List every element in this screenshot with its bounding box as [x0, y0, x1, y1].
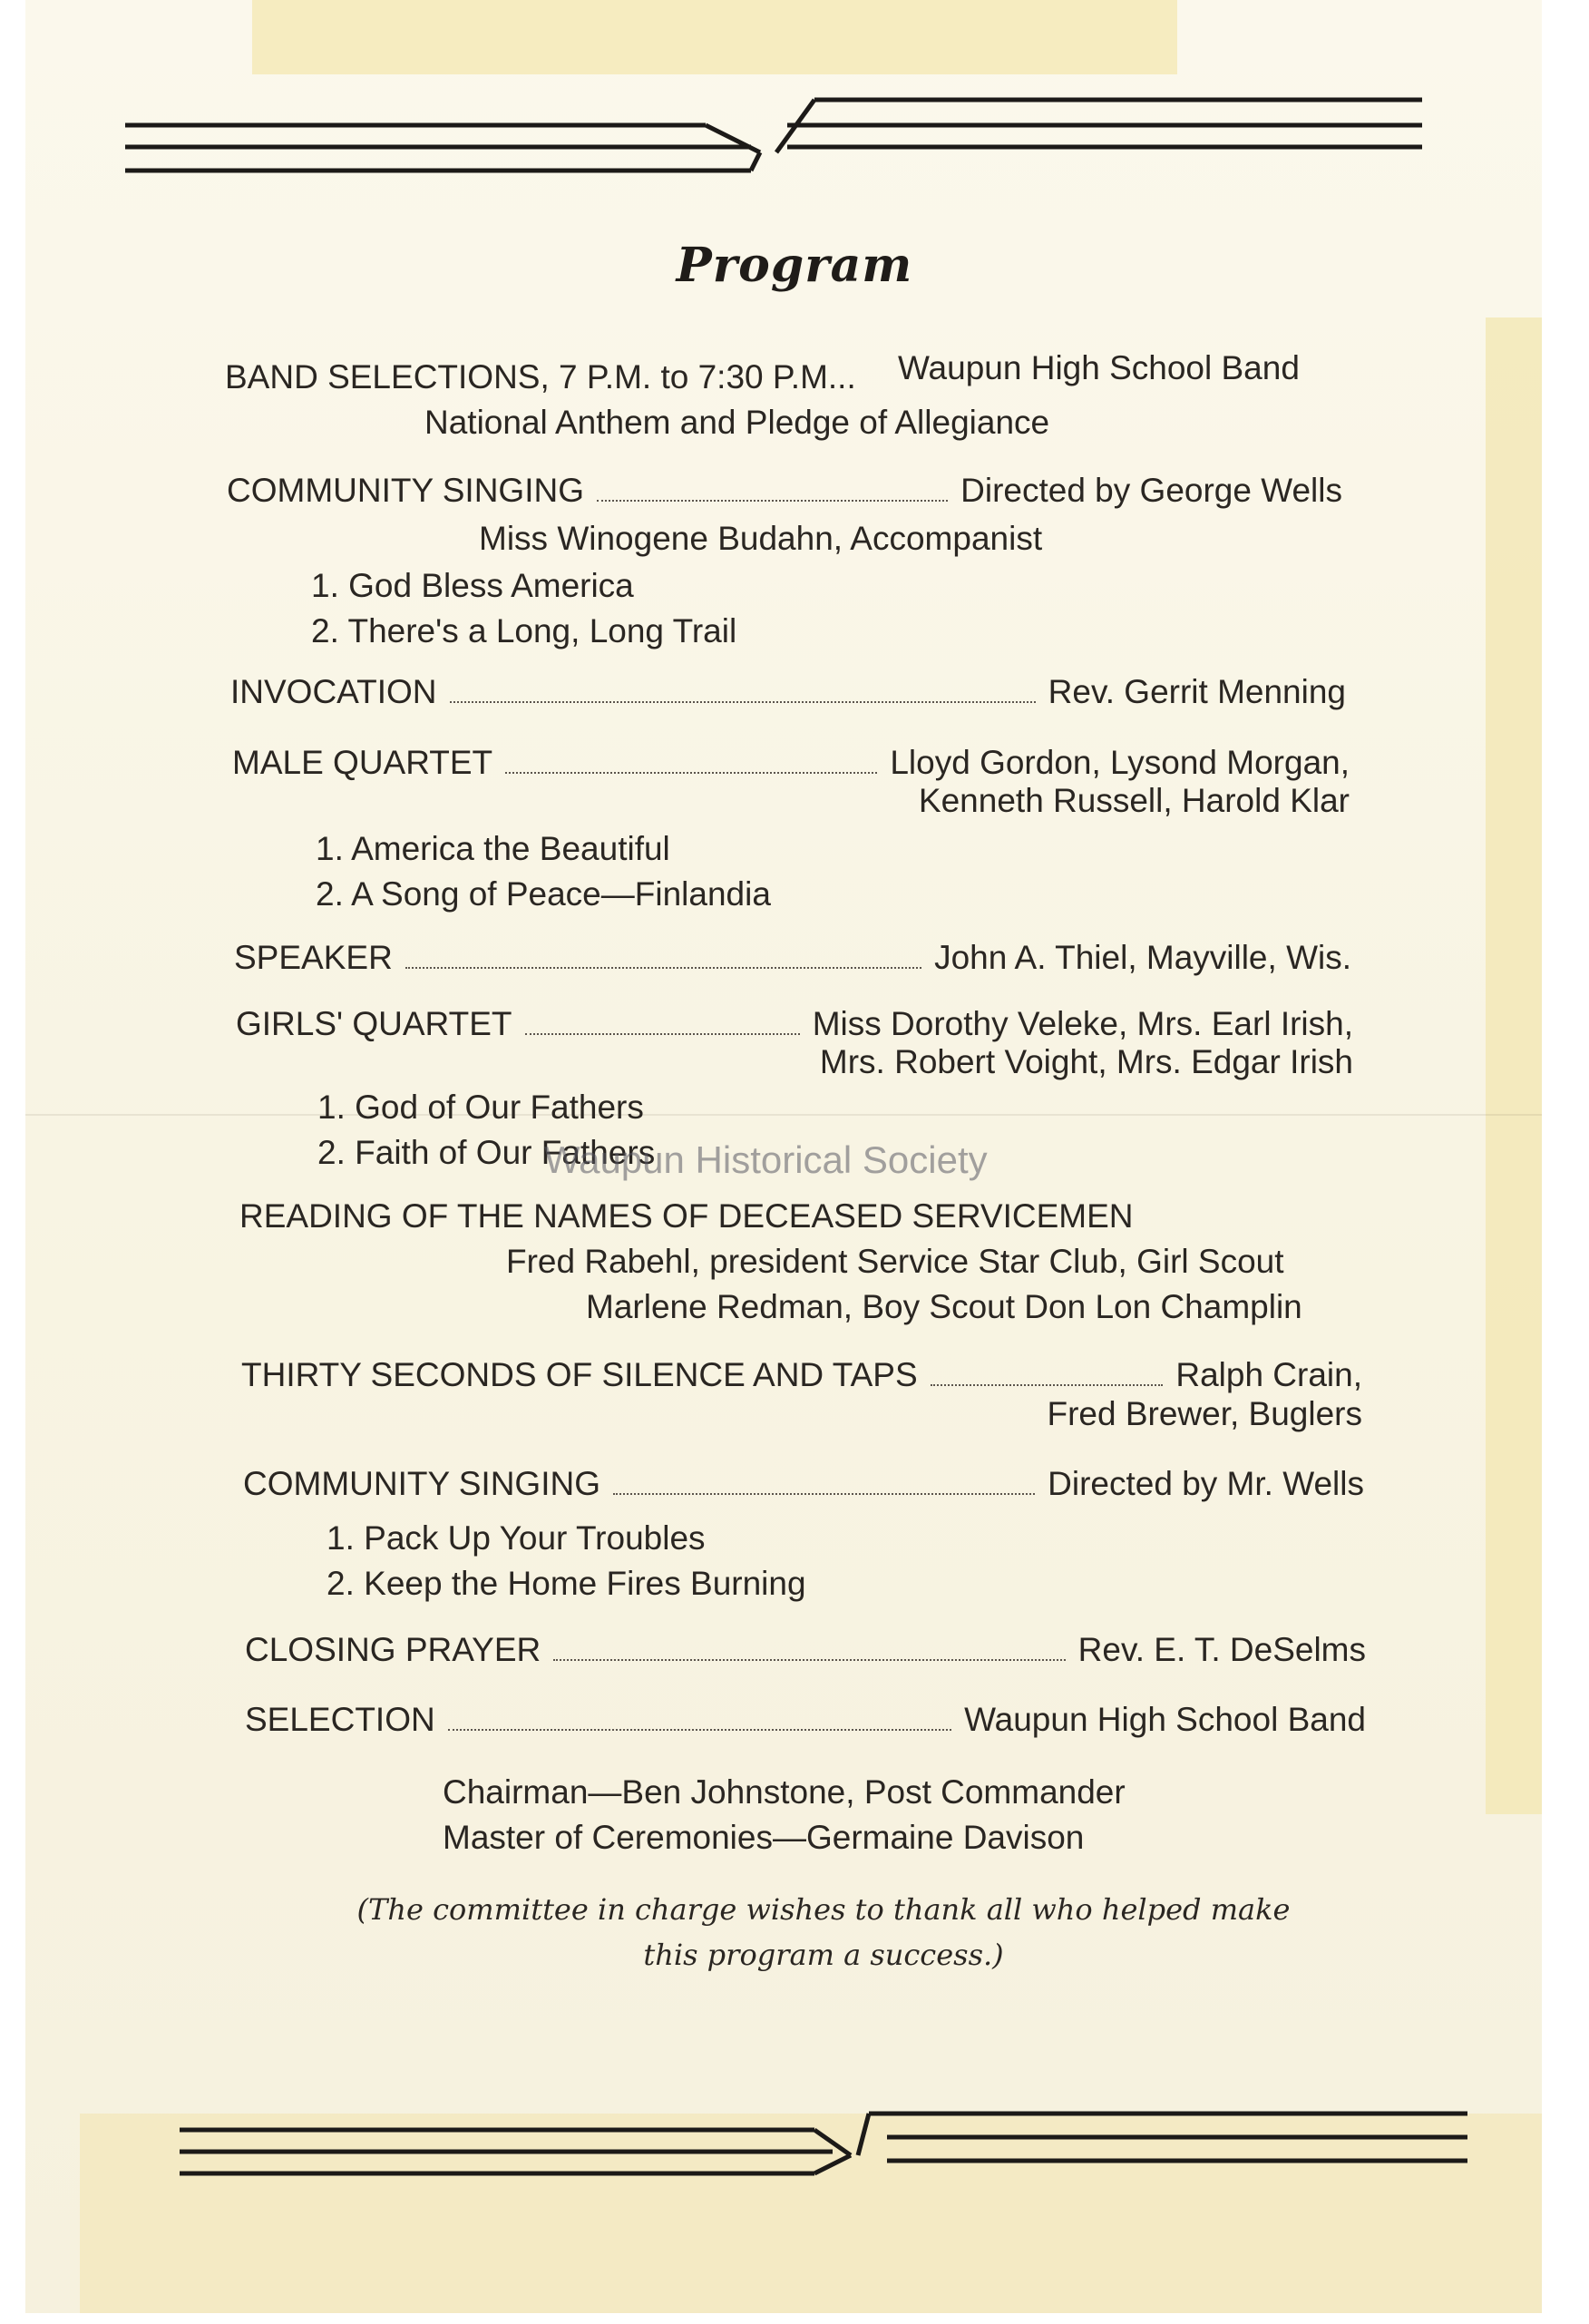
invocation-value: Rev. Gerrit Menning: [1048, 673, 1346, 710]
thanks-line-2: this program a success.): [643, 1938, 1004, 1972]
thanks-line-1: (The committee in charge wishes to thank all who helped make: [356, 1892, 1291, 1927]
selection-row: [245, 1701, 1366, 1739]
reading-sub-1: Fred Rabehl, president Service Star Club, Girl Scout: [506, 1243, 1284, 1280]
silence-taps-value-2: Fred Brewer, Buglers: [1047, 1395, 1362, 1432]
dot-leader: [931, 1384, 1164, 1386]
program-title: Program: [676, 238, 913, 293]
girls-quartet-value: Miss Dorothy Veleke, Mrs. Earl Irish,: [812, 1005, 1353, 1042]
reading-sub-2: Marlene Redman, Boy Scout Don Lon Champlin: [586, 1288, 1302, 1325]
community-singing-row: [227, 472, 1342, 510]
top-decorative-rule: [125, 91, 1431, 181]
tape-strip-top: [252, 0, 1177, 74]
male-quartet-label: MALE QUARTET: [232, 744, 493, 781]
program-sheet: [25, 0, 1542, 2313]
dot-leader: [448, 1729, 951, 1731]
closing-prayer-row: [245, 1631, 1366, 1669]
male-quartet-row: [232, 744, 1350, 782]
girls-quartet-row: [236, 1005, 1353, 1043]
community-singing-2-row: [243, 1465, 1364, 1503]
girls-quartet-value-2: Mrs. Robert Voight, Mrs. Edgar Irish: [819, 1043, 1353, 1080]
speaker-label: SPEAKER: [234, 939, 393, 976]
male-quartet-value: Lloyd Gordon, Lysond Morgan,: [890, 744, 1350, 781]
song-item: 1. God Bless America: [311, 567, 634, 604]
silence-taps-value: Ralph Crain,: [1175, 1356, 1362, 1393]
community-singing-2-label: COMMUNITY SINGING: [243, 1465, 600, 1502]
chairman-line: Chairman—Ben Johnstone, Post Commander: [443, 1773, 1126, 1811]
song-item: 2. A Song of Peace—Finlandia: [316, 875, 771, 913]
fold-crease: [25, 1114, 1542, 1116]
dot-leader: [525, 1033, 800, 1035]
invocation-row: [230, 673, 1346, 711]
selection-label: SELECTION: [245, 1701, 435, 1738]
speaker-row: [234, 939, 1351, 977]
community-singing-value: Directed by George Wells: [960, 472, 1342, 509]
tape-strip-right: [1486, 317, 1542, 1814]
song-item: 2. Faith of Our Fathers: [317, 1134, 656, 1171]
girls-quartet-label: GIRLS' QUARTET: [236, 1005, 512, 1042]
dot-leader: [613, 1493, 1035, 1495]
community-singing-2-value: Directed by Mr. Wells: [1048, 1465, 1364, 1502]
dot-leader: [597, 500, 948, 502]
bottom-decorative-rule: [180, 2104, 1477, 2195]
song-item: 2. Keep the Home Fires Burning: [327, 1565, 806, 1602]
song-item: 1. Pack Up Your Troubles: [327, 1519, 706, 1557]
selection-value: Waupun High School Band: [964, 1701, 1366, 1738]
master-of-ceremonies-line: Master of Ceremonies—Germaine Davison: [443, 1819, 1085, 1856]
silence-taps-label: THIRTY SECONDS OF SILENCE AND TAPS: [241, 1356, 918, 1393]
band-selections-sub: National Anthem and Pledge of Allegiance: [424, 404, 1050, 441]
dot-leader: [553, 1659, 1065, 1661]
speaker-value: John A. Thiel, Mayville, Wis.: [934, 939, 1351, 976]
closing-prayer-value: Rev. E. T. DeSelms: [1077, 1631, 1366, 1668]
dot-leader: [405, 967, 921, 969]
watermark: Waupun Historical Society: [544, 1138, 988, 1181]
community-singing-label: COMMUNITY SINGING: [227, 472, 584, 509]
dot-leader: [450, 701, 1036, 703]
reading-label: READING OF THE NAMES OF DECEASED SERVICEMEN: [239, 1197, 1134, 1235]
song-item: 2. There's a Long, Long Trail: [311, 612, 737, 649]
male-quartet-value-2: Kenneth Russell, Harold Klar: [918, 782, 1350, 819]
thanks-note: [325, 1887, 1322, 1977]
closing-prayer-label: CLOSING PRAYER: [245, 1631, 541, 1668]
song-item: 1. God of Our Fathers: [317, 1089, 644, 1126]
invocation-label: INVOCATION: [230, 673, 437, 710]
dot-leader: [505, 772, 877, 774]
silence-taps-row: [241, 1356, 1362, 1394]
song-item: 1. America the Beautiful: [316, 830, 670, 867]
accompanist-line: Miss Winogene Budahn, Accompanist: [479, 520, 1043, 557]
band-selections-value: Waupun High School Band: [898, 349, 1300, 386]
band-selections-label: BAND SELECTIONS, 7 P.M. to 7:30 P.M...: [225, 358, 856, 395]
